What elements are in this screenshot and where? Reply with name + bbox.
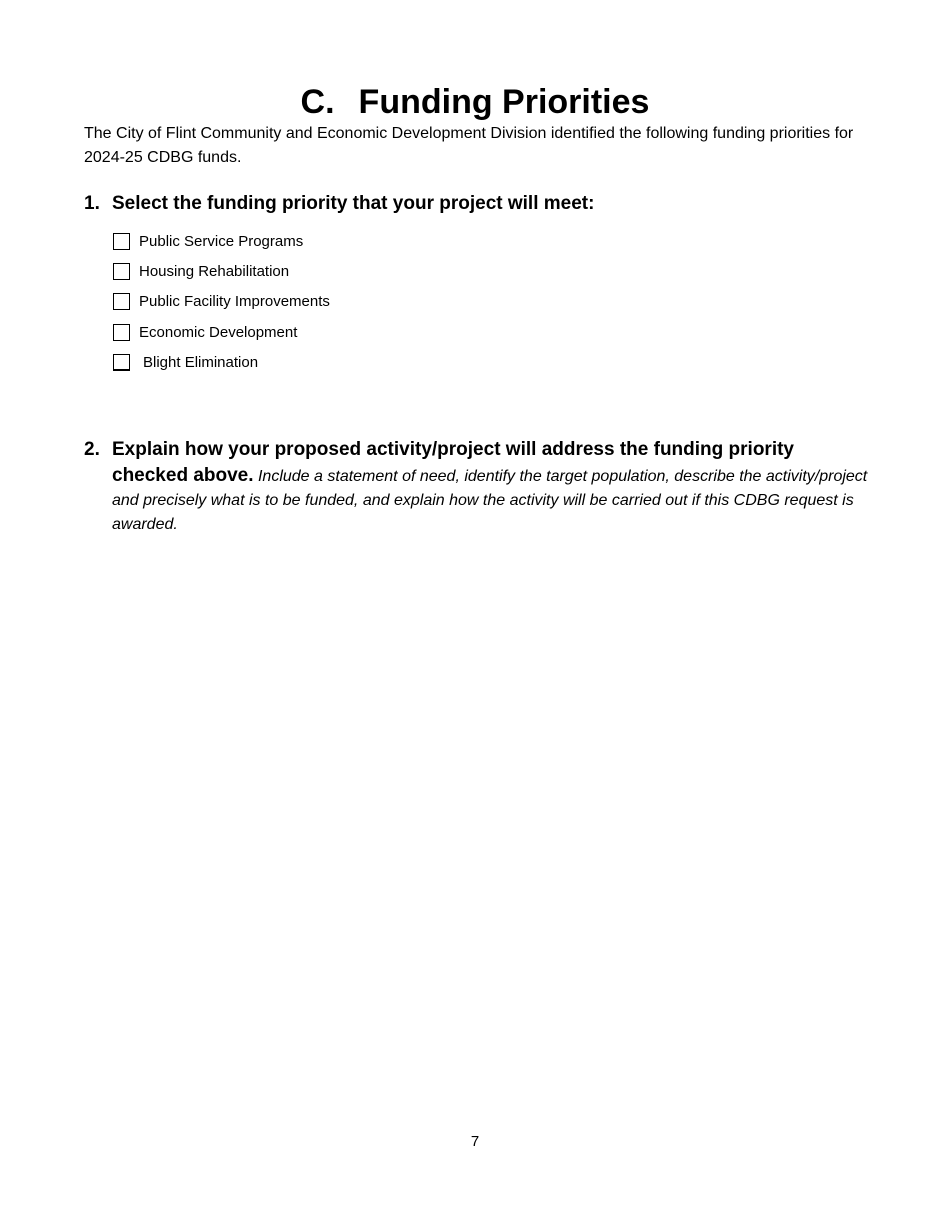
option-economic-development[interactable]: [113, 317, 330, 347]
question-1-number: 1.: [84, 193, 100, 214]
checkbox-blight-elimination[interactable]: [113, 354, 130, 371]
option-label: Blight Elimination: [143, 353, 259, 371]
intro-paragraph: The City of Flint Community and Economic Development Division identified the following funding priorities for 2024-25 CDBG funds.: [84, 125, 854, 166]
checkbox-public-facility-improvements[interactable]: [113, 293, 130, 310]
option-blight-elimination[interactable]: [113, 347, 330, 377]
checkbox-housing-rehabilitation[interactable]: [113, 263, 130, 280]
page-number: 7: [470, 1133, 480, 1150]
question-1: [84, 191, 874, 217]
question-2-heading: Explain how your proposed activity/project will address the funding priority checked above.: [112, 439, 794, 486]
option-public-facility-improvements[interactable]: [113, 287, 330, 317]
question-1-text: Select the funding priority that your project will meet:: [112, 193, 595, 214]
option-public-service-programs[interactable]: [113, 226, 330, 256]
option-label: Public Service Programs: [139, 232, 304, 250]
option-label: Public Facility Improvements: [139, 293, 330, 311]
option-label: Housing Rehabilitation: [139, 262, 290, 280]
option-label: Economic Development: [139, 323, 298, 341]
section-title: [0, 80, 950, 124]
question-2-number: 2.: [84, 439, 100, 460]
funding-priority-options: [113, 226, 330, 377]
section-letter: C.: [300, 83, 335, 121]
question-2: [84, 437, 874, 537]
question-2-instructions: Include a statement of need, identify the target population, describe the activity/project and precisely what is to be funded, and explain how the activity will be carried out if this CDBG request is awarded.: [112, 468, 868, 533]
section-title-text: Funding Priorities: [358, 83, 650, 121]
checkbox-public-service-programs[interactable]: [113, 233, 130, 250]
option-housing-rehabilitation[interactable]: [113, 256, 330, 286]
checkbox-economic-development[interactable]: [113, 324, 130, 341]
